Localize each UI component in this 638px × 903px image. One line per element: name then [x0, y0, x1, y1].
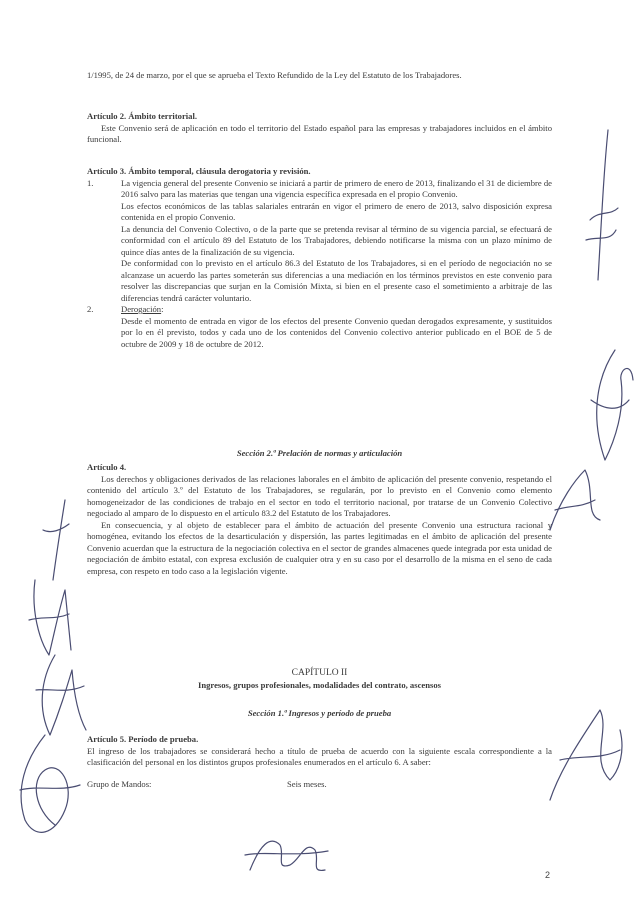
item-1-number: 1. — [87, 177, 94, 188]
item-2-label: Derogación — [121, 304, 162, 314]
probation-row — [87, 779, 552, 791]
signature-mark-right-4 — [540, 700, 630, 810]
signature-mark-left-1 — [35, 500, 75, 580]
signature-mark-left-3 — [30, 650, 90, 740]
intro-block — [87, 70, 552, 82]
article-4 — [87, 462, 552, 577]
item-1-paragraph-1: La vigencia general del presente Convenio se iniciará a partir de primero de enero de 2013, finalizando el 31 de diciembre de 2016 salvo para las materias que tengan una vigencia específica expresada en el propio Convenio. — [121, 177, 552, 199]
article-2 — [87, 111, 552, 146]
chapter-title: Ingresos, grupos profesionales, modalidades del contrato, ascensos — [198, 679, 441, 690]
signature-mark-right-2 — [585, 340, 635, 480]
intro-paragraph: 1/1995, de 24 de marzo, por el que se aprueba el Texto Refundido de la Ley del Estatuto de los Trabajadores. — [87, 70, 462, 80]
page-number: 2 — [545, 870, 551, 880]
signature-mark-right-1 — [580, 130, 620, 280]
signature-mark-right-3 — [545, 460, 605, 540]
section-1 — [87, 708, 552, 720]
article-5 — [87, 734, 552, 791]
chapter-heading — [87, 668, 552, 691]
item-2-text: Desde el momento de entrada en vigor de los efectos del presente Convenio quedan derogados expresamente, y sustituidos por lo en él previsto, todos y cada uno de los contenidos del Convenio colectivo anterior publicado en el BOE de 5 de octubre de 2009 y 18 de octubre de 2012. — [121, 315, 552, 349]
article-5-text: El ingreso de los trabajadores se considerará hecho a título de prueba de acuerdo con la siguiente escala correspondiente a la clasificación del personal en los distintos grupos profesionales enumerados en el artículo 6. A saber: — [87, 745, 552, 767]
item-1-paragraph-3: La denuncia del Convenio Colectivo, o de la parte que se pretenda revisar al término de su vigencia parcial, se efectuará de conformidad con el artículo 89 del Estatuto de los Trabajadores, debiendo notificarse la misma con un plazo mínimo de quince días antes de la finalización de su vigencia. — [121, 223, 552, 257]
article-3-item-1 — [87, 178, 552, 305]
article-3-title: Artículo 3. Ámbito temporal, cláusula derogatoria y revisión. — [87, 166, 311, 176]
article-3-item-2 — [87, 304, 552, 350]
article-4-title: Artículo 4. — [87, 462, 127, 472]
section-1-title: Sección 1.ª Ingresos y período de prueba — [247, 708, 392, 718]
signature-mark-left-4 — [5, 730, 85, 850]
probation-period: Seis meses. — [287, 778, 327, 789]
section-2 — [87, 448, 552, 460]
chapter-label: CAPÍTULO II — [291, 668, 348, 678]
probation-group: Grupo de Mandos: — [87, 778, 152, 789]
article-4-paragraph-2: En consecuencia, y al objeto de establecer para el ámbito de actuación del presente Convenio una estructura racional y homogénea, evitando los efectos de la desarticulación y dispersión, las partes legitimadas en el ámbito de aplicación del presente Convenio acuerdan que la estructura de la negociación colectiva en el sector de grandes almacenes quede integrada por esta unidad de negociación de ámbito estatal, con expresa exclusión de cualquier otra y en su caso por el desarrollo de la misma en el seno de cada empresa, con respeto en todo caso a la legislación vigente. — [87, 519, 552, 576]
signature-mark-bottom — [240, 825, 330, 880]
section-2-title: Sección 2.ª Prelación de normas y articulación — [236, 448, 403, 458]
item-1-paragraph-2: Los efectos económicos de las tablas salariales entrarán en vigor el primero de enero de 2013, salvo disposición expresa contenida en el propio Convenio. — [121, 200, 552, 222]
item-2-number: 2. — [87, 304, 94, 314]
article-4-paragraph-1: Los derechos y obligaciones derivados de las relaciones laborales en el ámbito de aplicación del presente convenio, respetando el contenido del artículo 3.º del Estatuto de los Trabajadores, se regularán, por lo previsto en el Convenio como elemento homogeneizador de las condiciones de trabajo en el sector en todo el territorio nacional, por tratarse de un Convenio Colectivo negociado al amparo de lo dispuesto en el artículo 83.2 del Estatuto de los Trabajadores. — [87, 473, 552, 518]
article-2-title: Artículo 2. Ámbito territorial. — [87, 111, 198, 121]
article-3 — [87, 166, 552, 350]
signature-mark-left-2 — [25, 570, 75, 660]
article-5-title: Artículo 5. Período de prueba. — [87, 734, 199, 744]
article-2-text: Este Convenio será de aplicación en todo el territorio del Estado español para las empresas y trabajadores incluidos en el ámbito funcional. — [87, 122, 552, 144]
item-2-label-line: Derogación: — [121, 304, 164, 314]
item-1-paragraph-4: De conformidad con lo previsto en el artículo 86.3 del Estatuto de los Trabajadores, si en el período de negociación no se alcanzase un acuerdo las partes someterán sus diferencias a una mediación en los términos previstos en este convenio para resolver las discrepancias que surjan en la Comisión Mixta, si bien en el presente caso el sometimiento a arbitraje de las diferencias tendrá carácter voluntario. — [121, 258, 552, 303]
